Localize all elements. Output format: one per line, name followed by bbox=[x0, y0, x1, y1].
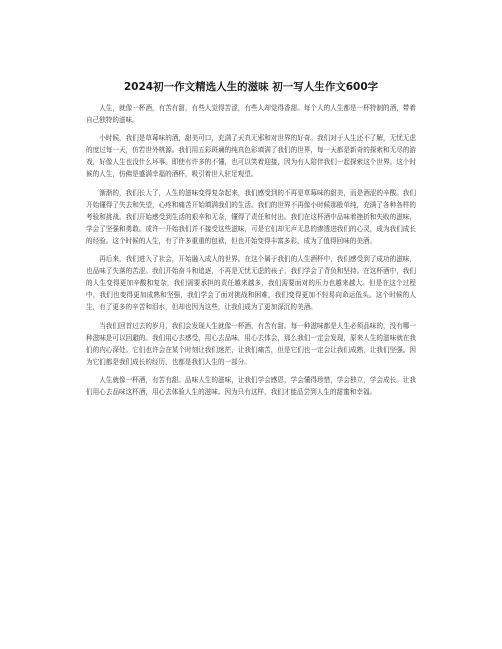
paragraph-5: 当我们回首过去的岁月，我们会发现人生就像一杯酒，有苦有甜。每一种滋味都是人生必须品味的，没有哪一种滋味是可以回避的。我们用心去感受，用心去品味，用心去体会，那么我们一定会发现，原来人生的滋味就在我们的内心深处。它们也许会在某个时刻让我们迷茫，让我们痛苦，但是它们也一定会让我们成熟，让我们坚强。因为它们都是我们成长的经历，也都是我们人生的一部分。 bbox=[86, 321, 416, 366]
paragraph-1: 人生，就像一杯酒，有苦有甜，有些人觉得苦涩，有些人却觉得香甜。每个人的人生都是一杯特制的酒，带着自己独特的滋味。 bbox=[86, 104, 416, 125]
paragraph-2: 小时候，我们是草莓味的酒，甜美可口，充满了天真无邪和对世界的好奇。我们对于人生还不了解，无忧无虑的度过每一天，仿若世外桃源。我们用五彩斑斓的纯真色彩填满了我们的世界，每一天都是新奇的探索和无尽的游戏，好像人生也没什么坏事。即使有许多的不懂，也可以笑着迎接，因为有人陪伴我们一起探索这个世界。这个时候的人生，仿佛是盛满幸福的酒杯，吸引着世人驻足观望。 bbox=[86, 134, 416, 179]
paragraph-6: 人生就像一杯酒，有苦有甜。品味人生的滋味，让我们学会感恩，学会懂得珍惜，学会独立，学会成长。让我们用心去品味这杯酒，用心去体验人生的滋味。因为只有这样，我们才能品尝到人生的甜蜜和幸福。 bbox=[86, 375, 416, 396]
paragraph-3: 渐渐的，我们长大了，人生的滋味变得复杂起来，我们感受到的不再是草莓味的甜美，而是酒涩的辛酸。我们开始懂得了失去和失望，心疼和痛苦开始填满我们的生活。我们的世界不再像小时候那般单纯，充满了各种各样的考验和挑战。我们开始感受到生活的艰辛和无奈，懂得了责任和付出。我们在这杯酒中品味着挫折和失败的滋味，学会了坚强和勇敢。或许一开始我们并不接受这些滋味，可是它们却无声无息的渗透进我们的心灵，成为我们成长的经验。这个时候的人生，有了许多重重的包袱，但也开始变得丰富多彩，成为了值得回味的美酒。 bbox=[86, 188, 416, 245]
document-title: 2024初一作文精选人生的滋味 初一写人生作文600字 bbox=[123, 81, 379, 93]
paragraph-4: 再后来，我们进入了社会，开始融入成人的世界。在这个属于我们的人生酒杯中，我们感受到了成功的滋味，也品味了失落的苦涩。我们开始奋斗和追逐，不再是无忧无虑的孩子，我们学会了背负和坚持。在这杯酒中，我们的人生变得更加辛酸和复杂，我们需要承担的责任越来越多，我们需要面对的压力也越来越大。但是在这个过程中，我们也变得更加成熟和坚强，我们学会了面对挑战和困难，我们变得更加不轻易向命运低头。这个时候的人生，有了更多的辛苦和泪水，但却也因为这些，让我们成为了更加深沉的美酒。 bbox=[86, 255, 416, 312]
